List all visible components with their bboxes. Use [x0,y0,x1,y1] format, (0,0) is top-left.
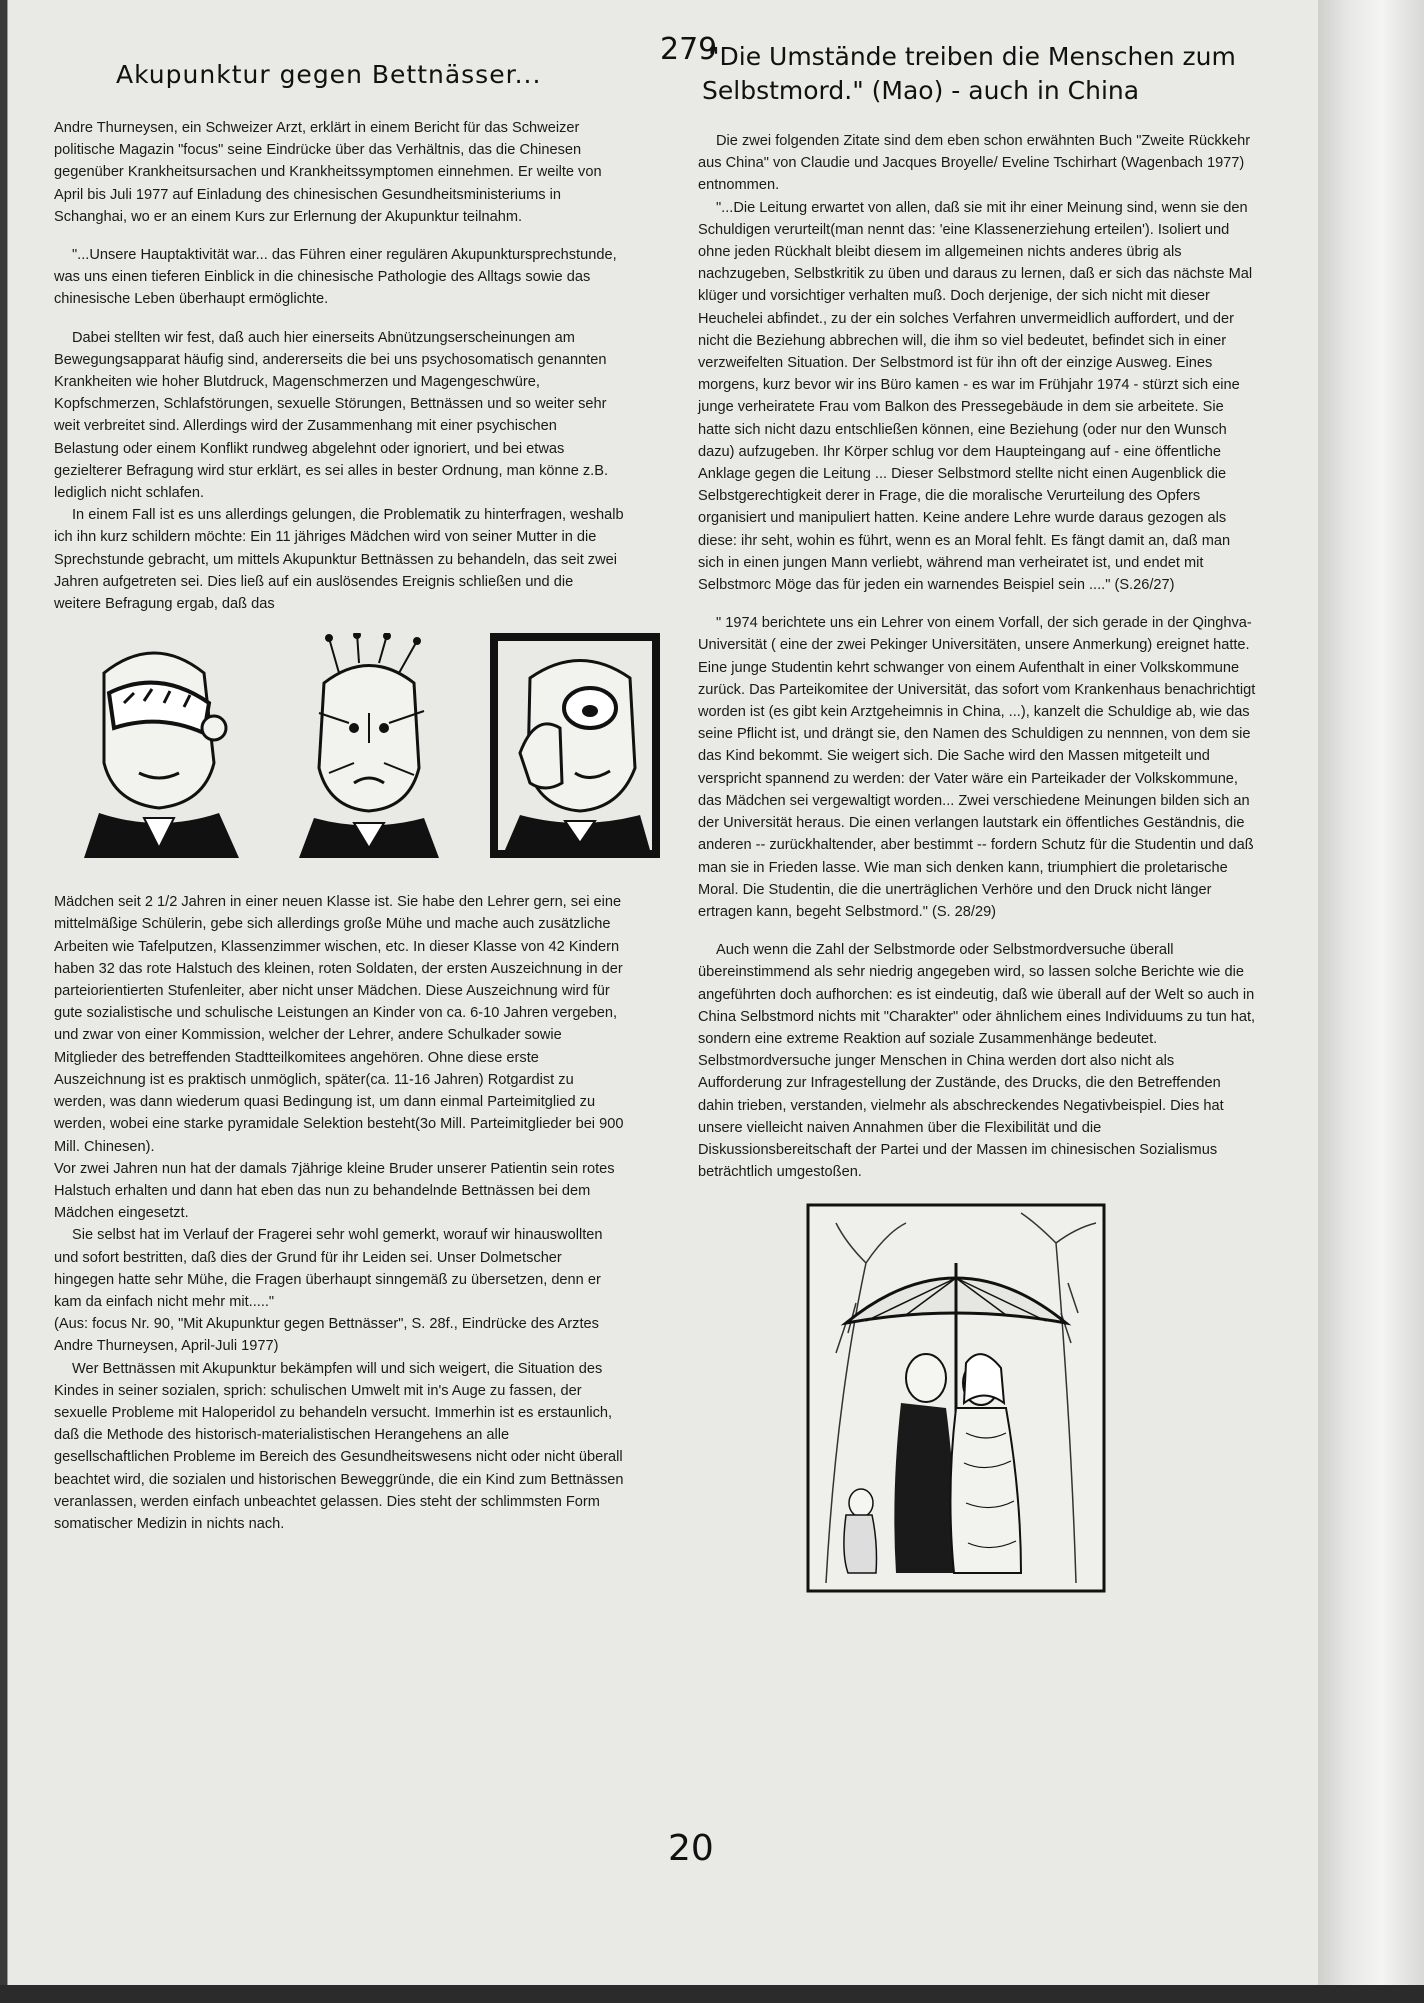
left-paragraph-6: Vor zwei Jahren nun hat der damals 7jährige kleine Bruder unserer Patientin sein rotes Halstuch erhalten und dann hat eben das nun zu behandelnde Bettnässen bei dem Mädchen eingesetzt. [54,1160,615,1222]
bottom-shadow-edge [0,1985,1424,2003]
right-paragraph-4: Auch wenn die Zahl der Selbstmorde oder Selbstmordversuche überall übereinstimmend als sehr niedrig angegeben wird, so lassen solche Berichte wie die angeführten doch aufhorchen: es ist eindeutig, daß wie überall auf der Welt so auch in China Selbstmord nichts mit "Charakter" oder ähnlichem eines Individuums zu tun hat, sondern eine extreme Reaktion auf soziale Zusammenhänge bedeutet. Selbstmordversuche junger Menschen in China werden dort also nicht als Aufforderung zur Infragestellung der Zustände, des Drucks, die den Betreffenden dahin trieben, verstanden, vielmehr als abschreckendes Negativbeispiel. Dies hat unsere vielleicht naiven Annahmen über die Flexibilität und die Diskussionsbereitschaft der Partei und der Massen im chinesischen Sozialismus beträchtlich umgestoßen. [698,942,1256,1181]
cartoon-surprised-man-image [490,633,660,858]
right-quote-1: "...Die Leitung erwartet von allen, daß sie mit ihr einer Meinung sind, wenn sie den Schuldigen verurteilt(man nennt das: 'eine Klassenerziehung erteilen'). Isoliert und ohne jeden Rückhalt bleibt diesem im allgemeinen nichts anderes übrig als nachzugeben, Selbstkritik zu üben und daraus zu lernen, daß er sich das nächste Mal klüger und vorsichtiger verhalten muß. Doch derjenige, der sich nicht mit dieser Heuchelei abfindet., zu der ein solches Verfahren unvermeidlich auffordert, und der nicht die Beziehung abbrechen will, die ihm so viel bedeutet, befindet sich in einer verzweifelten Situation. Der Selbstmord ist für ihn oft der einzige Ausweg. Eines morgens, kurz bevor wir ins Büro kamen - es war im Frühjahr 1974 - stürzt sich eine junge verheiratete Frau vom Balkon des Pressegebäude in dem sie arbeitete. Sie hatte sich nicht dazu entschließen können, eine Beziehung (oder nur den Wunsch dazu) aufzugeben. Ihr Körper schlug vor dem Haupteingang auf - eine öffentliche Anklage gegen die Leitung ... Dieser Selbstmord stellte nicht einen Augenblick die Selbstgerechtigkeit derer in Frage, die die moralische Verurteilung des Opfers organisiert und manipuliert hatten. Keine andere Lehre wurde daraus gezogen als diese: ihr seht, wohin es führt, wenn es an Moral fehlt. Es fängt damit an, daß man sich in einen jungen Mann verliebt, während man verheiratet ist, und endet mit Selbstmorc Möge das für jeden ein warnendes Beispiel sein ...." (S.26/27) [698,199,1253,594]
umbrella-couple-illustration [806,1203,1106,1593]
left-paragraph-3: Dabei stellten wir fest, daß auch hier einerseits Abnützungserscheinungen am Bewegungsapparat häufig sind, andererseits die bei uns psychosomatisch genannten Krankheiten wie hoher Blutdruck, Magenschmerzen und Magengeschwüre, Kopfschmerzen, Schlafstörungen, sexuelle Störungen, Bettnässen und so weiter sehr weit verbreitet sind. Allerdings wird der Zusammenhang mit einer psychischen Belastung oder einem Konflikt rundweg abgelehnt oder ignoriert, und bei etwas gezielterer Befragung wird stur erklärt, es sei alles in bester Ordnung, man könne z.B. lediglich nicht schlafen. [54,329,609,502]
binder-edge [1318,0,1424,2003]
right-column [698,40,1258,1593]
right-quote-2: " 1974 berichtete uns ein Lehrer von einem Vorfall, der sich gerade in der Qinghva-Universität ( eine der zwei Pekinger Universitäten, unsere Anmerkung) ereignet hatte. Eine junge Studentin kehrt schwanger von einem Aufenthalt in einer Volkskommune zurück. Das Parteikomitee der Universität, das sofort vom Krankenhaus benachrichtigt worden ist (es gibt kein Arztgeheimnis in China, ...), kanzelt die Schuldige ab, wie das seine Pflicht ist, und drängt sie, den Namen des Schuldigen zu nennnen, von dem sie das Kind bekommt. Sie weigert sich. Die Sache wird den Massen mitgeteilt und verspricht spannend zu werden: der Vater wäre ein Parteikader der Volkskommune, das Mädchen sei vergewaltigt worden... Zwei verschiedene Meinungen bilden sich an der Universität heraus. Die einen verlangen lautstark ein öffentliches Geständnis, die anderen -- zurückhaltender, aber bestimmt -- fordern Schutz für die Studentin und daß man sie in Frieden lasse. Wie man sich denken kann, triumphiert die proletarische Moral. Die Studentin, die die unerträglichen Verhöre und den Druck nicht länger ertragen kann, begeht Selbstmord." (S. 28/29) [698,615,1256,920]
left-paragraph-8: Wer Bettnässen mit Akupunktur bekämpfen will und sich weigert, die Situation des Kindes in seiner sozialen, sprich: schulischen Umwelt mit in's Auge zu fassen, der sexuelle Probleme mit Haloperidol zu behandeln versucht. Immerhin ist es erstaunlich, daß die Methode des historisch-materialistischen Herangehens an alle gesellschaftlichen Probleme im Bereich des Gesundheitswesens nicht oder nicht überall beachtet wird, die sozialen und historischen Beweggründe, die ein Kind zum Bettnässen veranlassen, werden einfach unbeachtet gelassen. Dies steht der schlimmsten Form somatischer Medizin in nichts nach. [54,1360,624,1532]
left-paragraph-4: In einem Fall ist es uns allerdings gelungen, die Problematik zu hinterfragen, weshalb ich ihn kurz schildern möchte: Ein 11 jähriges Mädchen wird von seiner Mutter in die Sprechstunde gebracht, um mittels Akupunktur Bettnässen zu behandeln, das seit zwei Jahren aufgetreten sei. Dies ließ auf ein auslösendes Ereignis schließen und die weitere Befragung ergab, daß das [54,507,624,613]
right-paragraph-1: Die zwei folgenden Zitate sind dem eben schon erwähnten Buch "Zweite Rückkehr aus China" von Claudie und Jacques Broyelle/ Eveline Tschirhart (Wagenbach 1977) entnommen. [698,133,1251,194]
umbrella-couple-image [806,1203,1106,1593]
left-paragraph-7: Sie selbst hat im Verlauf der Fragerei sehr wohl gemerkt, worauf wir hinauswollten und sofort bestritten, daß dies der Grund für ihr Leiden sei. Unser Dolmetscher hingegen hatte sehr Mühe, die Fragen überhaupt sinngemäß zu übersetzen, denn er kam da einfach nicht mehr mit....." [54,1227,603,1310]
left-paragraph-1: Andre Thurneysen, ein Schweizer Arzt, erklärt in einem Bericht für das Schweizer politische Magazin "focus" seine Eindrücke über das Verhältnis, das die Chinesen gegenüber Krankheitsursachen und Krankheitssymptomen einnehmen. Er weilte von April bis Juli 1977 auf Einladung des chinesischen Gesundheitsministeriums in Schanghai, wo er an einem Kurs zur Erlernung der Akupunktur teilnahm. [54,120,602,225]
cartoon-acupuncture-image [279,633,459,858]
handwritten-page-number: 279 [660,32,718,67]
printed-page-number: 20 [668,1828,714,1869]
left-paragraph-5: Mädchen seit 2 1/2 Jahren in einer neuen Klasse ist. Sie habe den Lehrer gern, sei eine mittelmäßige Schülerin, gebe sich allerdings große Mühe und mache auch zusätzliche Arbeiten wie Tafelputzen, Klassenzimmer wischen, etc. In dieser Klasse von 42 Kindern haben 32 das rote Halstuch des kleinen, roten Soldaten, der ersten Auszeichnung in der parteiorientierten Stufenleiter, aber nicht unser Mädchen. Diese Auszeichnung wird für gute sozialistische und schulische Leistungen an Kinder von ca. 6-10 Jahren vergeben, und zwar von einer Kommission, welcher der Lehrer, andere Schulkader sowie Mitglieder des betreffenden Stadtteilkomitees angehören. Ohne diese erste Auszeichnung ist es praktisch unmöglich, später(ca. 11-16 Jahren) Rotgardist zu werden, was dann wiederum quasi Bedingung ist, um dann einmal Parteimitglied zu werden, wobei eine starke pyramidale Selektion besteht(3o Mill. Parteimitglieder bei 900 Mill. Chinesen). [54,894,624,1155]
right-article-title [702,40,1258,108]
right-title-line-2: Selbstmord." (Mao) - auch in China [702,76,1140,105]
left-paragraph-2: "...Unsere Hauptaktivität war... das Führen einer regulären Akupunktursprechstunde, was uns einen tieferen Einblick in die chinesische Pathologie des Alltags sowie das chinesische Leben überhaupt ermöglichte. [54,247,617,308]
left-article-title: Akupunktur gegen Bettnässer... [116,60,542,89]
cartoon-strip [54,633,624,863]
document-page [8,0,1318,1985]
left-citation: (Aus: focus Nr. 90, "Mit Akupunktur gegen Bettnässer", S. 28f., Eindrücke des Arztes Andre Thurneysen, April-Juli 1977) [54,1316,599,1355]
cartoon-face-palm-image [64,633,244,858]
right-title-line-1: "Die Umstände treiben die Menschen zum [708,42,1236,71]
left-column [54,60,624,1551]
